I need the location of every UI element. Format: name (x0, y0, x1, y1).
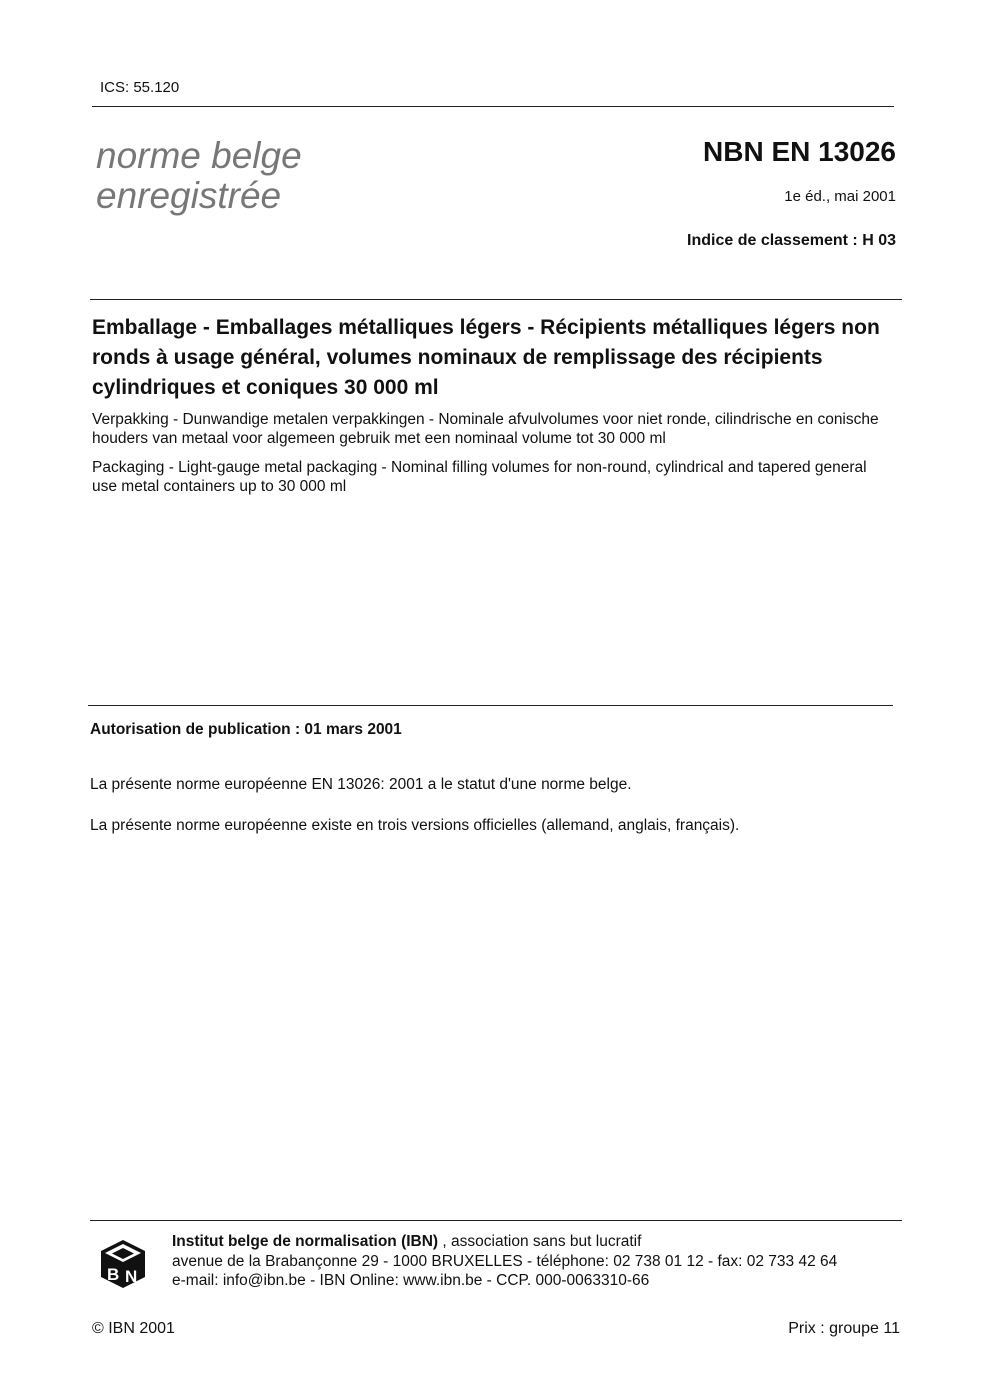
norm-identifier: NBN EN 13026 (703, 136, 896, 167)
svg-text:N: N (125, 1267, 138, 1286)
publication-authorization: Autorisation de publication : 01 mars 2001 (90, 721, 402, 738)
institute-contact: e-mail: info@ibn.be - IBN Online: www.ibn.be - CCP. 000-0063310-66 (172, 1272, 650, 1289)
svg-text:B: B (107, 1265, 120, 1284)
title-divider (90, 299, 902, 300)
title-english: Packaging - Light-gauge metal packaging - Nominal filling volumes for non-round, cylindrical and tapered general use metal containers up to 30 000 ml (92, 459, 867, 495)
copyright: © IBN 2001 (92, 1320, 175, 1337)
institute-description: , association sans but lucratif (438, 1233, 642, 1250)
versions-statement: La présente norme européenne existe en trois versions officielles (allemand, anglais, français). (90, 817, 740, 834)
title-dutch: Verpakking - Dunwandige metalen verpakkingen - Nominale afvulvolumes voor niet ronde, cilindrische en conische houders van metaal voor algemeen gebruik met een nominaal volume tot 30 000 ml (92, 411, 879, 447)
footer-divider (90, 1220, 902, 1221)
norm-type-line2: enregistrée (96, 175, 282, 216)
ibn-cube-logo-icon (98, 1238, 148, 1290)
classification-index: Indice de classement : H 03 (687, 232, 896, 249)
status-statement: La présente norme européenne EN 13026: 2001 a le statut d'une norme belge. (90, 776, 632, 793)
ics-code: ICS: 55.120 (100, 79, 180, 96)
institute-name: Institut belge de normalisation (IBN) (172, 1233, 439, 1250)
norm-type-heading (96, 136, 302, 216)
body-divider (88, 705, 893, 706)
title-french: Emballage - Emballages métalliques légers - Récipients métalliques légers non ronds à usage général, volumes nominaux de remplissage des récipients cylindriques et coniques 30 000 ml (92, 316, 880, 399)
institute-name-line (172, 1232, 641, 1252)
institute-address: avenue de la Brabançonne 29 - 1000 BRUXELLES - téléphone: 02 738 01 12 - fax: 02 733 42 64 (172, 1253, 838, 1270)
norm-type-line1: norme belge (96, 135, 302, 176)
header-divider (92, 106, 894, 107)
edition-date: 1e éd., mai 2001 (784, 188, 896, 205)
price-group: Prix : groupe 11 (788, 1320, 900, 1337)
